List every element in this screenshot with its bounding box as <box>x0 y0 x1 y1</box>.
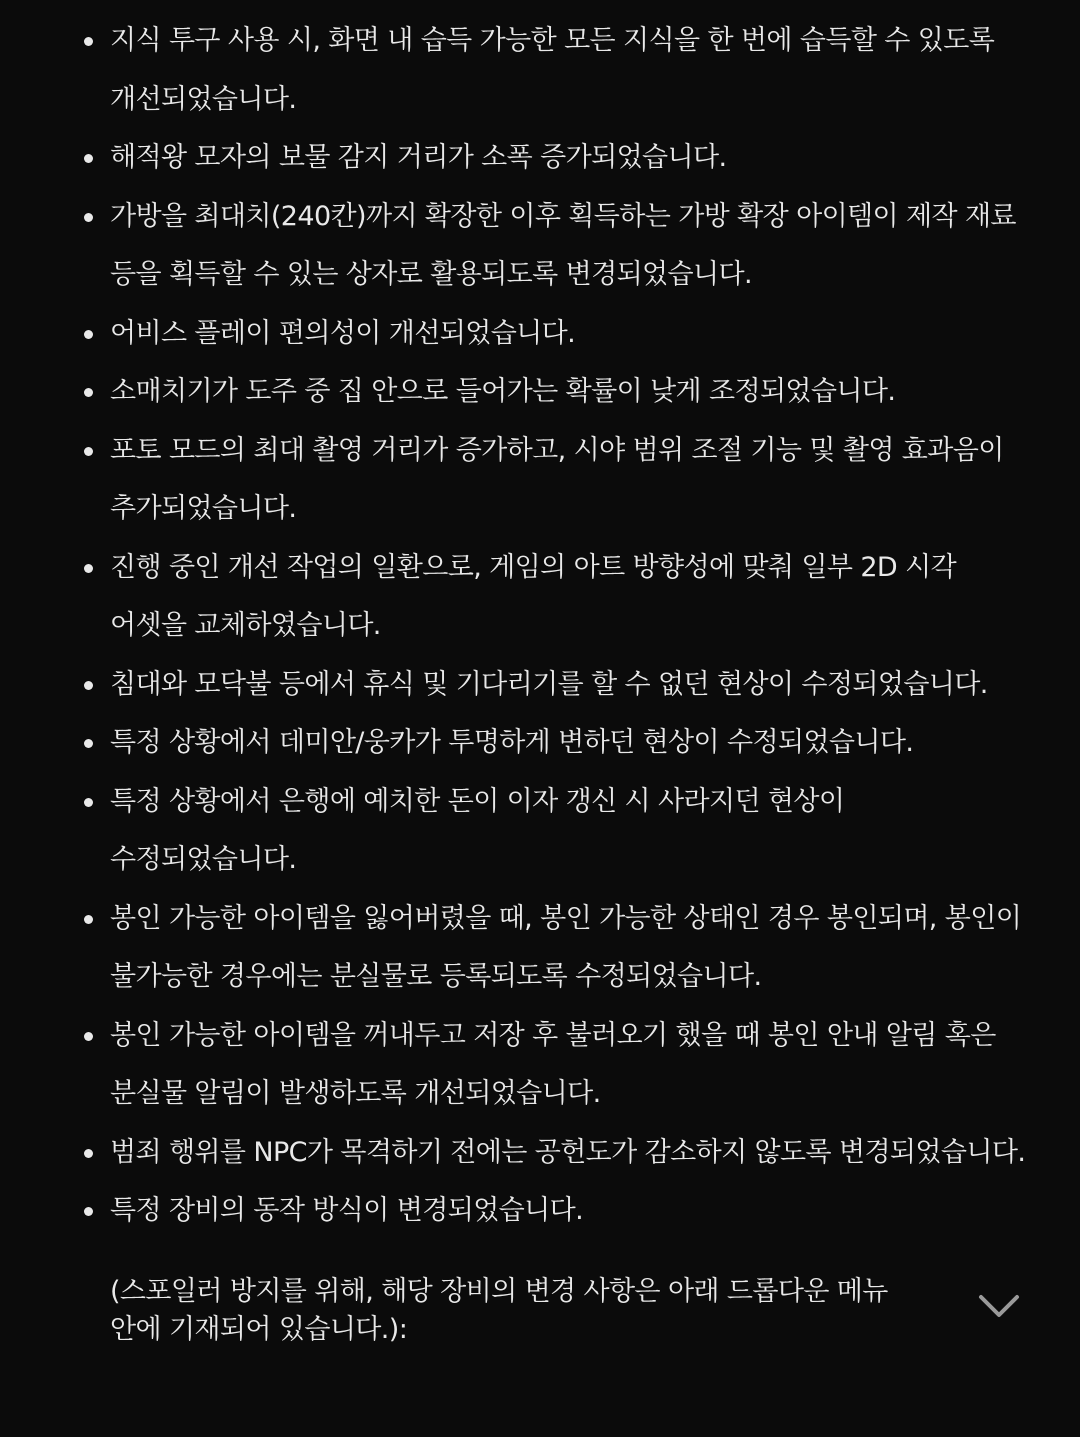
list-item <box>110 539 1030 656</box>
list-item <box>110 363 1030 422</box>
list-item <box>110 305 1030 364</box>
list-item <box>110 773 1030 890</box>
list-item <box>110 890 1030 1007</box>
spoiler-dropdown-label: (스포일러 방지를 위해, 해당 장비의 변경 사항은 아래 드롭다운 메뉴 안에 기재되어 있습니다.): <box>110 1275 888 1345</box>
list-item <box>110 12 1030 129</box>
note-text: 가방을 최대치(240칸)까지 확장한 이후 획득하는 가방 확장 아이템이 제작 재료 등을 획득할 수 있는 상자로 활용되도록 변경되었습니다. <box>110 200 1016 290</box>
bullet-icon <box>84 564 93 573</box>
note-text: 침대와 모닥불 등에서 휴식 및 기다리기를 할 수 없던 현상이 수정되었습니다. <box>110 668 988 700</box>
list-item <box>110 714 1030 773</box>
bullet-icon <box>84 330 93 339</box>
list-item <box>110 656 1030 715</box>
list-item <box>110 129 1030 188</box>
bullet-icon <box>84 915 93 924</box>
list-item <box>110 1182 1030 1241</box>
note-text: 특정 상황에서 은행에 예치한 돈이 이자 갱신 시 사라지던 현상이 수정되었습니다. <box>110 785 845 875</box>
note-text: 특정 상황에서 데미안/웅카가 투명하게 변하던 현상이 수정되었습니다. <box>110 727 914 758</box>
list-item <box>110 1007 1030 1124</box>
note-text: 봉인 가능한 아이템을 잃어버렸을 때, 봉인 가능한 상태인 경우 봉인되며, 봉인이 불가능한 경우에는 분실물로 등록되도록 수정되었습니다. <box>110 902 1022 992</box>
bullet-icon <box>84 447 93 456</box>
note-text: 지식 투구 사용 시, 화면 내 습득 가능한 모든 지식을 한 번에 습득할 수 있도록 개선되었습니다. <box>110 25 995 115</box>
bullet-icon <box>84 681 93 690</box>
note-text: 범죄 행위를 NPC가 목격하기 전에는 공헌도가 감소하지 않도록 변경되었습니다. <box>110 1136 1026 1168</box>
note-text: 포토 모드의 최대 촬영 거리가 증가하고, 시야 범위 조절 기능 및 촬영 효과음이 추가되었습니다. <box>110 434 1004 524</box>
bullet-icon <box>84 1149 93 1158</box>
chevron-down-icon[interactable] <box>978 1293 1020 1319</box>
list-item <box>110 422 1030 539</box>
list-item <box>110 188 1030 305</box>
bullet-icon <box>84 213 93 222</box>
note-text: 어비스 플레이 편의성이 개선되었습니다. <box>110 317 576 349</box>
list-item <box>110 1124 1030 1183</box>
patch-notes-list <box>0 12 1030 1241</box>
note-text: 소매치기가 도주 중 집 안으로 들어가는 확률이 낮게 조정되었습니다. <box>110 376 896 407</box>
bullet-icon <box>84 154 93 163</box>
spoiler-dropdown[interactable] <box>0 1273 980 1349</box>
bullet-icon <box>84 739 93 748</box>
note-text: 봉인 가능한 아이템을 꺼내두고 저장 후 불러오기 했을 때 봉인 안내 알림 혹은 분실물 알림이 발생하도록 개선되었습니다. <box>110 1019 996 1109</box>
bullet-icon <box>84 1207 93 1216</box>
note-text: 해적왕 모자의 보물 감지 거리가 소폭 증가되었습니다. <box>110 142 727 173</box>
bullet-icon <box>84 798 93 807</box>
bullet-icon <box>84 1032 93 1041</box>
bullet-icon <box>84 37 93 46</box>
bullet-icon <box>84 388 93 397</box>
note-text: 특정 장비의 동작 방식이 변경되었습니다. <box>110 1195 584 1226</box>
note-text: 진행 중인 개선 작업의 일환으로, 게임의 아트 방향성에 맞춰 일부 2D 시각 어셋을 교체하였습니다. <box>110 551 957 641</box>
